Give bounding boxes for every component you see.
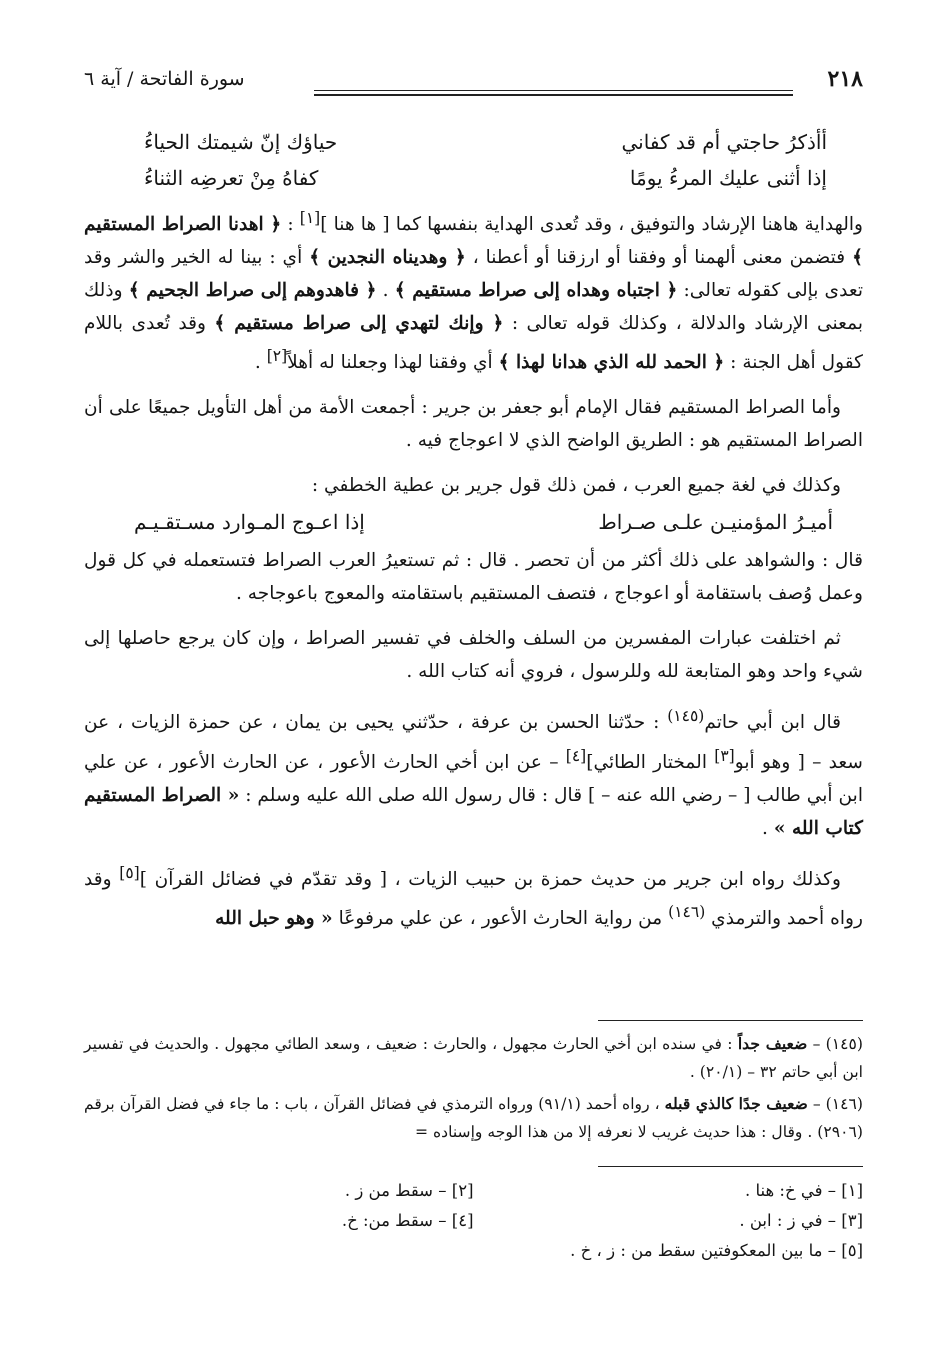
text: المختار الطائي]: [586, 751, 715, 773]
quran-quote: ﴿ فاهدوهم إلى صراط الجحيم ﴾: [128, 280, 377, 302]
grading: ضعيف جدًا كالذي قبله: [664, 1094, 808, 1113]
hemistich-left: كفاهُ مِنْ تعرضِه الثناءُ: [144, 166, 319, 190]
text: قال ابن أبي حاتم: [704, 712, 841, 734]
header-rule-thick: [314, 94, 793, 96]
poem-verse-1: [144, 124, 827, 196]
quran-quote: ﴿ الحمد لله الذي هدانا لهذا ﴾: [498, 352, 725, 374]
hemistich-right: إذا أثنى عليك المرءُ يومًا: [629, 166, 827, 190]
variant-row: [84, 1206, 863, 1236]
variant-row: [84, 1236, 863, 1266]
variants-rule: [598, 1166, 863, 1167]
footnote-rule: [598, 1020, 863, 1021]
footnote-ref: [٣]: [714, 746, 735, 765]
footnote-146: [84, 1090, 863, 1146]
footnote-ref: [٤]: [565, 746, 587, 765]
paragraph-shawahid: قال : والشواهد على ذلك أكثر من أن تحصر . قال : ثم تستعيرُ العرب الصراط فتستعمله في كل قول وعمل وُصف باستقامة أو اعوجاج ، فتصف المستقيم باستقامته والمعوج باعوجاجه .: [84, 550, 863, 605]
variant-5: [٥] – ما بين المعكوفتين سقط من : ز ، خ .: [570, 1241, 863, 1260]
quran-quote: ﴿ اهدنا الصراط المستقيم ﴾: [84, 214, 863, 269]
paragraph-mufassirin: ثم اختلفت عبارات المفسرين من السلف والخلف في تفسير الصراط ، وإن كان يرجع حاصلها إلى شيء واحد وهو المتابعة لله وللرسول ، فروي أنه كتاب الله .: [84, 628, 863, 683]
text: وقد تُعدى باللام كقول أهل الجنة :: [84, 313, 863, 374]
text: من رواية الحارث الأعور ، عن علي مرفوعًا: [332, 908, 669, 930]
page-header: [84, 66, 863, 106]
quran-quote: ﴿ اجتباه وهداه إلى صراط مستقيم ﴾: [394, 280, 678, 302]
hadith-footnotes: [84, 1030, 863, 1150]
footnote-number: (١٤٦) –: [807, 1095, 864, 1113]
footnote-ref: [١]: [299, 209, 321, 227]
paragraph-ibn-jarir: [84, 857, 863, 935]
text: .: [376, 280, 395, 302]
text: .: [762, 817, 774, 839]
variant-1: [١] – في خ: هنا .: [744, 1181, 863, 1200]
text: أي وفقنا لهذا وجعلنا له أهلاً: [287, 352, 499, 374]
text: وكذلك رواه ابن جرير من حديث حمزة بن حبيب الزيات ، [ وقد تقدّم في فضائل القرآن ]: [139, 868, 841, 890]
hadith-quote: « الصراط المستقيم كتاب الله »: [84, 784, 863, 839]
footnote-ref: [٥]: [119, 863, 140, 882]
text: : حدّثنا الحسن بن عرفة ، حدّثني يحيى بن يمان ، عن حمزة الزيات ، عن سعد – [ وهو أبو: [84, 712, 863, 773]
variant-2: [٢] – سقط من ز .: [344, 1181, 474, 1200]
text: وقد رواه أحمد والترمذي: [84, 868, 863, 930]
hadith-ref: (١٤٦): [668, 902, 706, 921]
paragraph-hidaya: [84, 202, 863, 379]
text: أي : بينا له الخير والشر وقد تعدى بإلى كقوله تعالى:: [84, 247, 863, 302]
paragraph-sirat-definition: وأما الصراط المستقيم فقال الإمام أبو جعفر بن جرير : أجمعت الأمة من أهل التأويل جميعًا على أن الصراط المستقيم هو : الطريق الواضح الذي لا اعوجاج فيه .: [84, 397, 863, 452]
paragraph-arab-language: وكذلك في لغة جميع العرب ، فمن ذلك قول جرير بن عطية الخطفي :: [311, 475, 841, 497]
quran-quote: ﴿ وهديناه النجدين ﴾: [309, 247, 466, 269]
hadith-ref: (١٤٥): [667, 707, 705, 726]
paragraph-ibn-abi-hatim: [84, 700, 863, 844]
hemistich-left: حياؤك إنّ شيمتك الحياءُ: [144, 130, 338, 154]
text: فتضمن معنى ألهمنا أو وفقنا أو ارزقنا أو أعطنا ،: [465, 247, 853, 269]
manuscript-variants: [84, 1176, 863, 1266]
text: :: [281, 214, 300, 236]
footnote-number: (١٤٥) –: [807, 1035, 863, 1053]
footnote-text: : في سنده ابن أخي الحارث مجهول ، والحارث : ضعيف ، وسعد الطائي مجهول . والحديث في تفسير ابن أبي حاتم ٣٢ – (٢٠/١) .: [84, 1035, 863, 1081]
main-text: [84, 124, 863, 947]
grading: ضعيف جداً: [737, 1034, 808, 1053]
verse-line: [144, 160, 827, 196]
variant-3: [٣] – في ز : ابن .: [739, 1211, 863, 1230]
hadith-quote: « وهو حبل الله: [215, 908, 333, 930]
running-title: سورة الفاتحة / آية ٦: [84, 68, 245, 90]
text: – عن ابن أخي الحارث الأعور ، عن الحارث الأعور ، عن علي ابن أبي طالب [ – رضي الله عنه – ] قال : قال رسول الله صلى الله عليه وسلم :: [84, 751, 863, 806]
hemistich-right: أميـرُ المؤمنيـن علـى صـراط: [598, 510, 833, 535]
footnote-145: [84, 1030, 863, 1086]
hemistich-right: أأذكرُ حاجتي أم قد كفاني: [621, 130, 827, 154]
variant-row: [84, 1176, 863, 1206]
footnote-text: ، رواه أحمد (٩١/١) ورواه الترمذي في فضائل القرآن ، باب : ما جاء في فضل القرآن برقم (٢٩٠٦) . وقال : هذا حديث غريب لا نعرفه إلا من هذا الوجه وإسناده =: [84, 1095, 863, 1141]
page-number: ٢١٨: [827, 66, 863, 92]
verse-line: [144, 124, 827, 160]
header-rule: [314, 90, 793, 91]
hemistich-left: إذا اعـوج المـوارد مسـتقـيـم: [134, 510, 365, 535]
poem-verse-2: [134, 504, 833, 540]
footnote-ref: [٢]: [266, 347, 288, 366]
text: .: [254, 352, 267, 374]
variant-4: [٤] – سقط من: خ.: [341, 1211, 474, 1230]
text: وذلك بمعنى الإرشاد والدلالة ، وكذلك قوله تعالى :: [84, 280, 863, 335]
text: والهداية هاهنا الإرشاد والتوفيق ، وقد تُعدى الهداية بنفسها كما [ ها هنا ]: [320, 214, 863, 236]
quran-quote: ﴿ وإنك لتهدي إلى صراط مستقيم ﴾: [214, 313, 504, 335]
